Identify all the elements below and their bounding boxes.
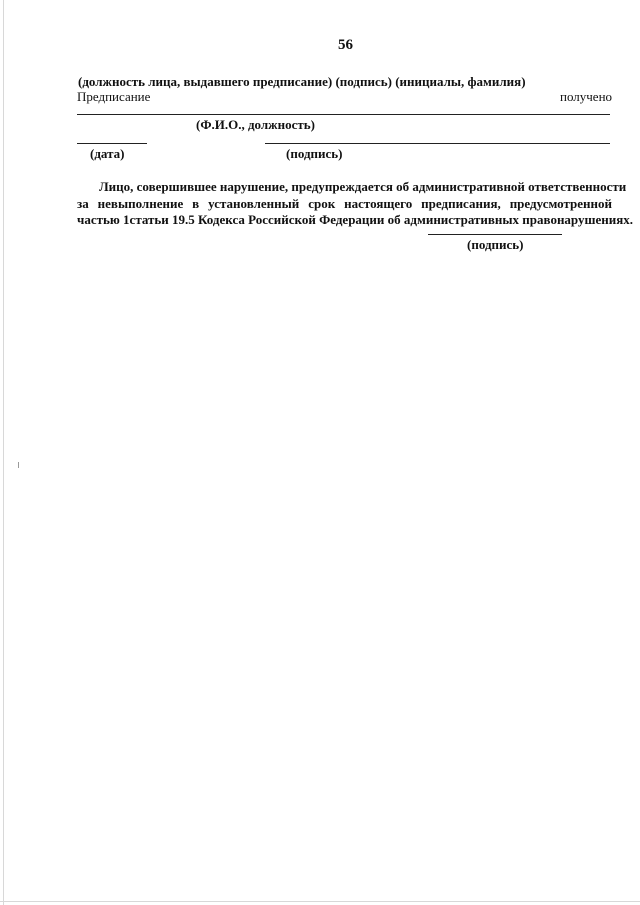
received-label: получено <box>560 89 613 104</box>
date-caption: (дата) <box>90 146 125 161</box>
receipt-signature-caption: (подпись) <box>286 146 343 161</box>
fio-position-caption: (Ф.И.О., должность) <box>196 117 315 132</box>
warning-line: за невыполнение в установленный срок настоящего предписания, предусмотренной <box>77 195 612 211</box>
scan-left-edge <box>3 0 4 905</box>
scan-bottom-edge <box>0 901 640 902</box>
recipient-fio-rule <box>77 114 610 115</box>
warning-signature-caption: (подпись) <box>467 237 524 252</box>
page-number: 56 <box>338 37 353 53</box>
warning-line: частью 1статьи 19.5 Кодекса Российской Федерации об административных правонарушениях. <box>77 212 634 227</box>
prescription-label: Предписание <box>77 89 151 104</box>
liability-warning-paragraph <box>77 179 634 229</box>
receipt-signature-rule <box>265 143 610 144</box>
scan-speck <box>18 462 19 468</box>
warning-line: Лицо, совершившее нарушение, предупреждается об административной ответственности <box>99 179 627 194</box>
warning-signature-rule <box>428 234 562 235</box>
date-rule <box>77 143 147 144</box>
issuer-caption-line: (должность лица, выдавшего предписание) (подпись) (инициалы, фамилия) <box>78 74 526 89</box>
